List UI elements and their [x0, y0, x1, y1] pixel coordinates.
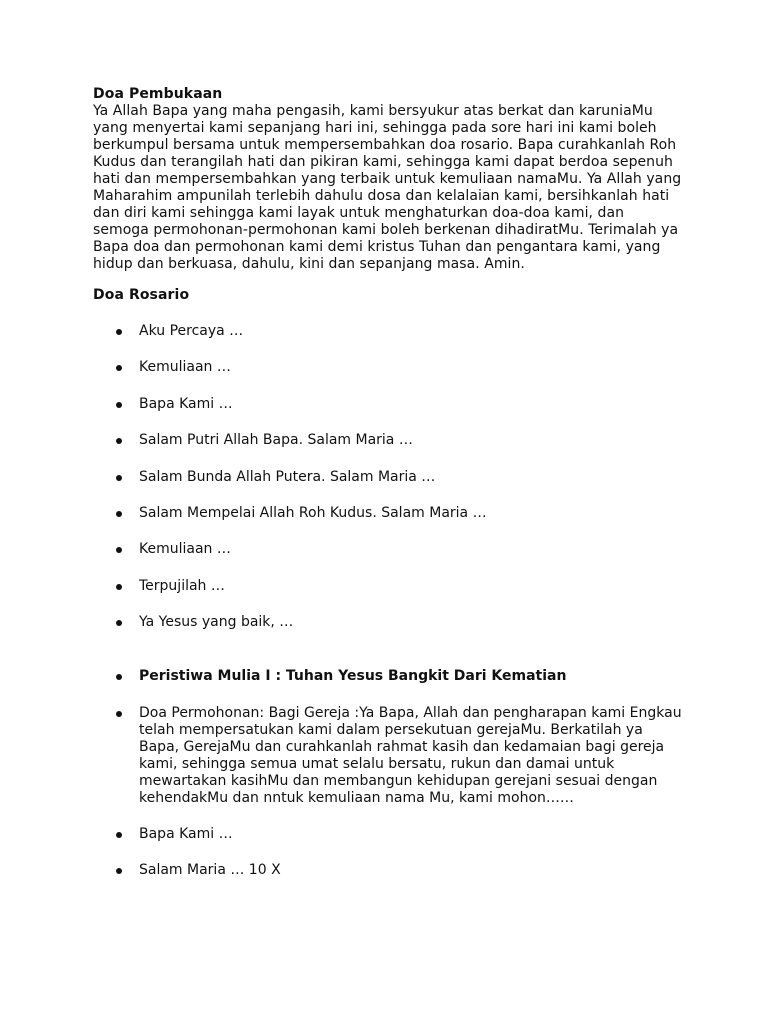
list-item [93, 505, 683, 522]
list-item-label: Aku Percaya … [139, 323, 244, 339]
list-item [93, 862, 683, 879]
petition-text: Doa Permohonan: Bagi Gereja :Ya Bapa, Allah dan pengharapan kami Engkau telah mempersatukan kami dalam persekutuan gerejaMu. Berkatilah ya Bapa, GerejaMu dan curahkanlah rahmat kasih dan kedamaian bagi gereja kami, sehingga semua umat selalu bersatu, rukun dan damai untuk mewartakan kasihMu dan membangun kehidupan gerejani sesuai dengan kehendakMu dan nntuk kemuliaan nama Mu, kami mohon…… [139, 704, 682, 806]
list-item-label: Salam Bunda Allah Putera. Salam Maria … [139, 468, 436, 485]
list-item-label: Kemuliaan … [139, 359, 231, 376]
list-item [93, 578, 683, 595]
list-item-label: Ya Yesus yang baik, … [139, 614, 294, 631]
list-item [93, 614, 683, 631]
list-item-label: Salam Putri Allah Bapa. Salam Maria … [139, 432, 413, 449]
mystery-list [93, 668, 683, 879]
list-item-label: Salam Mempelai Allah Roh Kudus. Salam Maria … [139, 504, 487, 521]
list-item-label: Kemuliaan … [139, 541, 231, 558]
bullet-icon [116, 511, 122, 517]
bullet-icon [116, 475, 122, 481]
mystery-title-label: Peristiwa Mulia I : Tuhan Yesus Bangkit Dari Kematian [139, 668, 567, 685]
rosary-list [93, 323, 683, 631]
bullet-icon [116, 620, 122, 626]
opening-prayer-text: Ya Allah Bapa yang maha pengasih, kami bersyukur atas berkat dan karuniaMu yang menyertai kami sepanjang hari ini, sehingga pada sore hari ini kami boleh berkumpul bersama untuk mempersembahkan doa rosario. Bapa curahkanlah Roh Kudus dan terangilah hati dan pikiran kami, sehingga kami dapat berdoa sepenuh hati dan mempersembahkan yang terbaik untuk kemuliaan namaMu. Ya Allah yang Maharahim ampunilah terlebih dahulu dosa dan kelalaian kami, bersihkanlah hati dan diri kami sehingga kami layak untuk menghaturkan doa-doa kami, dan semoga permohonan-permohonan kami boleh berkenan dihadiratMu. Terimalah ya Bapa doa dan permohonan kami demi kristus Tuhan dan pengantara kami, yang hidup dan berkuasa, dahulu, kini dan sepanjang masa. Amin. [93, 103, 682, 272]
bullet-icon [116, 438, 122, 444]
document-page [93, 86, 683, 899]
list-item [93, 541, 683, 558]
list-item [93, 432, 683, 449]
bullet-icon [116, 674, 122, 680]
list-item-label: Salam Maria … 10 X [139, 862, 281, 879]
list-item-label: Bapa Kami … [139, 395, 233, 412]
bullet-icon [116, 711, 122, 717]
bullet-icon [116, 584, 122, 590]
bullet-icon [116, 402, 122, 408]
list-item-label: Terpujilah … [139, 577, 225, 594]
petition-item [93, 705, 683, 807]
rosary-title: Doa Rosario [93, 287, 190, 303]
mystery-title [93, 668, 683, 685]
opening-prayer-title: Doa Pembukaan [93, 86, 223, 102]
bullet-icon [116, 832, 122, 838]
bullet-icon [116, 547, 122, 553]
bullet-icon [116, 329, 122, 335]
list-item [93, 469, 683, 486]
bullet-icon [116, 868, 122, 874]
list-item-label: Bapa Kami … [139, 825, 233, 842]
list-item [93, 826, 683, 843]
bullet-icon [116, 365, 122, 371]
list-item [93, 396, 683, 413]
list-item [93, 323, 683, 340]
list-item [93, 359, 683, 376]
